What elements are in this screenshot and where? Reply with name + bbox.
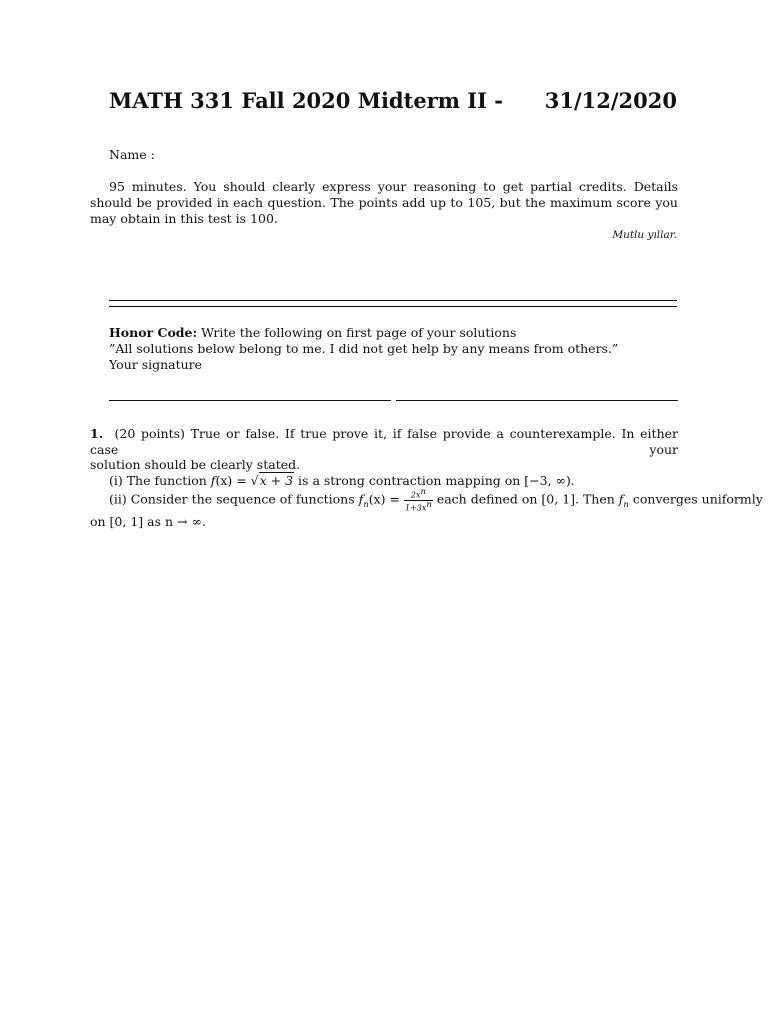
part-i-function-arg: (x) =: [215, 472, 251, 488]
closing-greeting: Mutlu yıllar.: [612, 229, 677, 241]
signature-line-right: [396, 400, 678, 401]
part-i-prefix: (i) The function: [109, 472, 207, 488]
signature-line-left: [109, 400, 391, 401]
part-i-suffix: is a strong contraction mapping on [−3, ∞).: [294, 472, 575, 488]
denominator-text: 1+3x: [404, 503, 427, 513]
exam-date: 31/12/2020: [544, 88, 677, 113]
part-ii-function-name: f: [358, 491, 364, 507]
part-i-function-name: f: [210, 472, 216, 488]
question-1-intro-line-1: [90, 426, 678, 457]
instructions-text: 95 minutes. You should clearly express your reasoning to get partial credits. Details should be provided in each question. The points add up to 105, but the maximum score you may obtain in this test is 100.: [90, 179, 678, 226]
honor-code-quote: ”All solutions below belong to me. I did not get help by any means from others.”: [109, 341, 619, 356]
question-1-part-ii-line-2: on [0, 1] as n → ∞.: [90, 513, 206, 529]
fraction-denominator: [404, 501, 433, 513]
question-1-part-ii: [90, 487, 763, 514]
question-1-intro: (20 points) True or false. If true prove it, if false provide a counterexample. In either case your: [90, 426, 678, 457]
part-ii-function-arg: (x) =: [368, 491, 404, 507]
denominator-exponent: n: [426, 499, 432, 510]
part-ii-function-subscript-2: n: [623, 500, 629, 511]
part-ii-function-subscript: n: [363, 500, 369, 511]
signature-label: Your signature: [109, 357, 203, 372]
name-label: Name :: [109, 147, 155, 162]
sqrt-expression: √x + 3: [250, 472, 294, 488]
instructions: [90, 179, 678, 227]
double-divider: [109, 300, 677, 307]
numerator-text: 2x: [410, 490, 421, 500]
fraction: [404, 488, 433, 512]
exam-title: MATH 331 Fall 2020 Midterm II -: [109, 88, 503, 113]
part-ii-suffix: converges uniformly: [628, 491, 763, 507]
part-ii-prefix: (ii) Consider the sequence of functions: [109, 491, 355, 507]
honor-code-line: [109, 325, 677, 341]
question-1-intro-line-2: solution should be clearly stated.: [90, 457, 301, 472]
numerator-exponent: n: [420, 487, 426, 497]
header: [109, 88, 677, 120]
part-ii-function-name-2: f: [618, 491, 624, 507]
sqrt-radicand: x + 3: [259, 472, 294, 488]
honor-code: [109, 325, 677, 373]
honor-code-label: Honor Code:: [109, 325, 198, 340]
question-1-part-i: [90, 473, 678, 489]
question-number: 1.: [90, 426, 104, 441]
honor-code-intro: Write the following on first page of your solutions: [201, 325, 517, 340]
part-ii-middle: each defined on [0, 1]. Then: [432, 491, 619, 507]
question-1: [90, 426, 763, 529]
